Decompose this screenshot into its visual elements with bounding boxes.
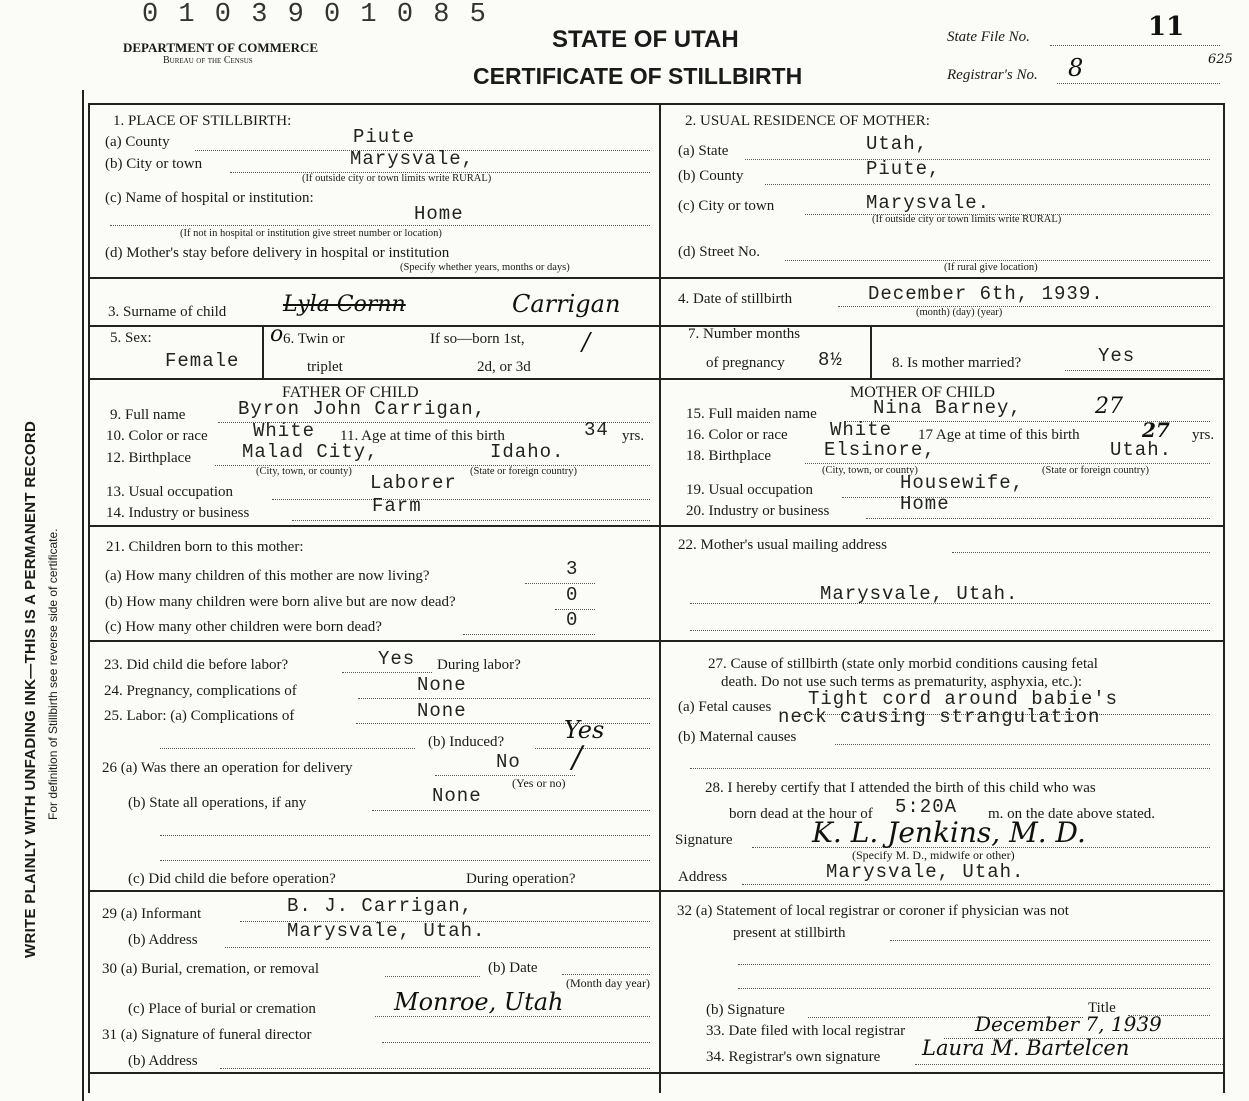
s32-line-3 [738, 988, 1210, 989]
funeral-director-address-line [220, 1068, 650, 1069]
q25b-line [535, 748, 650, 749]
stillbirth-date-value: December 6th, 1939. [868, 283, 1104, 305]
filed-date-label: 33. Date filed with local registrar [706, 1023, 906, 1039]
stillbirth-date-note: (month) (day) (year) [916, 307, 1003, 318]
s1-hospital-note: (If not in hospital or institution give street number or location) [180, 228, 442, 239]
father-birth-note1: (City, town, or county) [256, 466, 352, 477]
s28-signature-value: K. L. Jenkins, M. D. [812, 816, 1086, 849]
mother-industry-label: 20. Industry or business [686, 503, 830, 519]
mother-age-unit: yrs. [1192, 427, 1215, 443]
s21-c-label: (c) How many other children were born dead? [105, 619, 382, 635]
s1-city-value: Marysvale, [350, 148, 475, 170]
s32-label-1: 32 (a) Statement of local registrar or coroner if physician was not [677, 903, 1069, 919]
q26b-line-3 [160, 860, 650, 861]
s1-county-value: Piute [353, 126, 416, 148]
sex-value: Female [165, 350, 240, 372]
s21-a-value: 3 [566, 558, 579, 580]
q25-line [356, 723, 650, 724]
q26b-line [372, 810, 650, 811]
father-age-label: 11. Age at time of this birth [340, 428, 505, 444]
q26c-during-label: During operation? [466, 871, 576, 887]
burial-date-line [562, 974, 650, 975]
filed-date-value: December 7, 1939 [975, 1012, 1162, 1036]
q26a-label: 26 (a) Was there an operation for delivery [102, 760, 353, 776]
sex-label: 5. Sex: [110, 330, 152, 346]
q25-label: 25. Labor: (a) Complications of [104, 708, 295, 724]
s2-city-note: (If outside city or town limits write RURAL) [872, 214, 1062, 225]
months-label-2: of pregnancy [706, 355, 785, 371]
q26c-label: (c) Did child die before operation? [128, 871, 336, 887]
q24-label: 24. Pregnancy, complications of [104, 683, 297, 699]
s22-line-3 [690, 630, 1210, 631]
rule-6 [88, 890, 1224, 892]
q26a-note: (Yes or no) [512, 776, 566, 790]
s21-b-label: (b) How many children were born alive but are now dead? [105, 594, 456, 610]
rule-1 [88, 277, 1224, 279]
burial-date-label: (b) Date [488, 960, 538, 976]
stillbirth-date-label: 4. Date of stillbirth [678, 291, 793, 307]
q23-label: 23. Did child die before labor? [104, 657, 289, 673]
s22-label: 22. Mother's usual mailing address [678, 537, 887, 553]
q26b-label: (b) State all operations, if any [128, 795, 307, 811]
s1-county-label: (a) County [105, 134, 170, 150]
s21-c-value: 0 [566, 609, 579, 631]
s27-maternal-line-2 [690, 768, 1210, 769]
q26a-mark: / [572, 740, 583, 775]
s1-city-label: (b) City or town [105, 156, 203, 172]
informant-address-value: Marysvale, Utah. [287, 920, 486, 942]
s32-signature-label: (b) Signature [706, 1002, 785, 1018]
s21-b-value: 0 [566, 584, 579, 606]
q24-line [358, 698, 650, 699]
father-birth-state: Idaho. [490, 441, 565, 463]
mother-occupation-label: 19. Usual occupation [686, 482, 814, 498]
rule-3 [88, 378, 1224, 380]
bureau-label: Bureau of the Census [163, 55, 253, 66]
mother-industry-value: Home [900, 493, 950, 515]
months-value: 8½ [818, 349, 843, 371]
mother-race-value: White [830, 419, 893, 441]
father-age-value: 34 [584, 419, 609, 441]
q26b-value: None [432, 785, 482, 807]
father-name-value: Byron John Carrigan, [238, 398, 487, 420]
mother-age-value: 27 [1142, 418, 1170, 442]
triplet-label: triplet [307, 359, 343, 375]
mother-industry-line [866, 518, 1210, 519]
burial-place-label: (c) Place of burial or cremation [128, 1001, 316, 1017]
registrar-no-value: 8 [1068, 54, 1084, 82]
surname-value: Carrigan [512, 290, 621, 318]
s27-maternal-label: (b) Maternal causes [678, 729, 797, 745]
s27-label-2: death. Do not use such terms as prematurity, asphyxia, etc.): [721, 674, 1083, 690]
s1-city-note: (If outside city or town limits write RURAL) [302, 173, 492, 184]
informant-value: B. J. Carrigan, [287, 895, 474, 917]
q23-line [342, 672, 432, 673]
s1-stay-note: (Specify whether years, months or days) [400, 262, 570, 273]
s28-line-1: 28. I hereby certify that I attended the birth of this child who was [705, 780, 1096, 796]
q24-value: None [417, 674, 467, 696]
funeral-director-address-label: (b) Address [128, 1053, 198, 1069]
frame-middle [659, 103, 661, 1093]
s28-line-2a: born dead at the hour of [729, 806, 873, 822]
twin-mark: o [270, 322, 284, 347]
father-race-label: 10. Color or race [106, 428, 208, 444]
s28-address-label: Address [678, 869, 728, 885]
mother-birthplace-label: 18. Birthplace [686, 448, 771, 464]
married-value: Yes [1098, 345, 1136, 367]
sex-divider [262, 325, 264, 378]
father-industry-value: Farm [372, 495, 422, 517]
mother-occupation-line [842, 497, 1210, 498]
state-file-value: 11 [1148, 12, 1185, 42]
mother-name-value: Nina Barney, [873, 397, 1022, 419]
informant-address-label: (b) Address [128, 932, 198, 948]
q25-line-2 [160, 748, 415, 749]
state-title: STATE OF UTAH [552, 26, 739, 53]
s32-line-2 [738, 964, 1210, 965]
funeral-director-label: 31 (a) Signature of funeral director [102, 1027, 312, 1043]
s2-county-value: Piute, [866, 158, 941, 180]
registrar-signature-line [915, 1064, 1223, 1065]
q26b-line-2 [160, 835, 650, 836]
mother-title: MOTHER OF CHILD [850, 384, 995, 401]
registrar-no-extra: 625 [1208, 52, 1233, 67]
informant-address-line [225, 947, 650, 948]
s1-stay-label: (d) Mother's stay before delivery in hospital or institution [105, 245, 450, 261]
s27-fetal-value-1: Tight cord around babie's [808, 688, 1119, 710]
rule-4 [88, 525, 1224, 527]
s2-state-value: Utah, [866, 133, 929, 155]
state-file-label: State File No. [947, 29, 1030, 45]
rule-bottom [88, 1072, 1224, 1074]
months-divider [870, 325, 872, 378]
order-mark: / [582, 328, 591, 356]
s28-address-value: Marysvale, Utah. [826, 861, 1025, 883]
s2-state-label: (a) State [678, 143, 729, 159]
burial-place-value: Monroe, Utah [394, 988, 564, 1016]
frame-top [88, 103, 1224, 105]
father-birthplace-label: 12. Birthplace [106, 450, 191, 466]
married-label: 8. Is mother married? [892, 355, 1022, 371]
s2-street-line [785, 260, 1210, 261]
burial-place-line [375, 1016, 650, 1017]
burial-date-note: (Month day year) [566, 976, 650, 990]
s2-county-label: (b) County [678, 168, 744, 184]
months-label-1: 7. Number months [688, 326, 801, 342]
registrar-signature-label: 34. Registrar's own signature [706, 1049, 881, 1065]
s2-city-value: Marysvale. [866, 192, 991, 214]
father-title: FATHER OF CHILD [282, 384, 419, 401]
serial-number: 0 1 0 3 9 0 1 0 8 5 [142, 0, 488, 30]
s1-title: 1. PLACE OF STILLBIRTH: [113, 113, 292, 129]
q23-during-label: During labor? [437, 657, 521, 673]
married-line [1065, 370, 1210, 371]
surname-label: 3. Surname of child [108, 304, 227, 320]
s2-title: 2. USUAL RESIDENCE OF MOTHER: [685, 113, 930, 129]
registrar-no-label: Registrar's No. [947, 67, 1038, 83]
father-occupation-label: 13. Usual occupation [106, 484, 234, 500]
father-industry-line [292, 520, 650, 521]
s28-hour-value: 5:20A [895, 796, 958, 818]
mother-age-label: 17 Age at time of this birth [918, 427, 1080, 443]
s28-signature-note: (Specify M. D., midwife or other) [852, 848, 1015, 862]
s21-c-line [463, 634, 595, 635]
s28-address-line [742, 884, 1210, 885]
s21-title: 21. Children born to this mother: [106, 539, 304, 555]
father-birth-city: Malad City, [242, 441, 379, 463]
s2-state-line [745, 159, 1210, 160]
s32-line-1 [890, 940, 1210, 941]
q25b-value: Yes [564, 716, 605, 744]
mother-birth-note1: (City, town, or county) [822, 465, 918, 476]
s22-value: Marysvale, Utah. [820, 583, 1019, 605]
certificate-title: CERTIFICATE OF STILLBIRTH [473, 63, 803, 89]
mother-occupation-value: Housewife, [900, 472, 1025, 494]
twin-label: 6. Twin or [283, 331, 345, 347]
funeral-director-line [382, 1042, 650, 1043]
state-file-line [1050, 45, 1220, 46]
order-label: 2d, or 3d [477, 359, 531, 375]
mother-name-extra: 27 [1095, 394, 1123, 419]
father-race-value: White [253, 420, 316, 442]
stillbirth-date-line [838, 306, 1210, 307]
s21-a-label: (a) How many children of this mother are now living? [105, 568, 430, 584]
father-occupation-line [272, 499, 650, 500]
mother-birth-note2: (State or foreign country) [1042, 465, 1150, 476]
side-instruction: WRITE PLAINLY WITH UNFADING INK—THIS IS A PERMANENT RECORD [22, 420, 39, 958]
s21-a-line [525, 583, 595, 584]
informant-label: 29 (a) Informant [102, 906, 202, 922]
burial-line [385, 976, 480, 977]
father-age-unit: yrs. [622, 428, 645, 444]
s2-street-label: (d) Street No. [678, 244, 761, 260]
frame-right [1223, 103, 1225, 1093]
q23-value: Yes [378, 648, 416, 670]
registrar-signature-value: Laura M. Bartelcen [922, 1036, 1130, 1060]
ifso-label: If so—born 1st, [430, 331, 525, 347]
mother-name-label: 15. Full maiden name [686, 406, 817, 422]
department-label: DEPARTMENT OF COMMERCE [123, 40, 319, 55]
s27-maternal-line [835, 744, 1210, 745]
s1-hospital-label: (c) Name of hospital or institution: [105, 190, 314, 206]
father-industry-label: 14. Industry or business [106, 505, 250, 521]
rule-5 [88, 640, 1224, 642]
s28-signature-label: Signature [675, 832, 733, 848]
mother-birth-state: Utah. [1110, 439, 1173, 461]
s2-city-label: (c) City or town [678, 198, 775, 214]
surname-struck: Lyla Cornn [283, 292, 406, 317]
s1-hospital-value: Home [414, 203, 464, 225]
side-rule [82, 90, 84, 1101]
mother-birthplace-line [805, 463, 1210, 464]
s27-fetal-label: (a) Fetal causes [678, 699, 772, 715]
father-name-label: 9. Full name [110, 407, 186, 423]
s28-line-2b: m. on the date above stated. [988, 806, 1156, 822]
mother-race-label: 16. Color or race [686, 427, 788, 443]
mother-birth-city: Elsinore, [824, 439, 936, 461]
father-occupation-value: Laborer [370, 472, 457, 494]
q25b-label: (b) Induced? [428, 734, 505, 750]
burial-label: 30 (a) Burial, cremation, or removal [102, 961, 320, 977]
s2-street-note: (If rural give location) [944, 262, 1038, 273]
s22-line-1 [952, 552, 1210, 553]
registrar-no-line [1057, 83, 1220, 84]
s27-fetal-value-2: neck causing strangulation [778, 706, 1101, 728]
s1-hospital-line [110, 225, 650, 226]
father-birth-note2: (State or foreign country) [470, 466, 578, 477]
q25-value: None [417, 700, 467, 722]
s2-county-line [765, 184, 1210, 185]
s27-label-1: 27. Cause of stillbirth (state only morbid conditions causing fetal [708, 656, 1098, 672]
frame-left [88, 103, 90, 1093]
s32-title-label: Title [1088, 1000, 1116, 1016]
s32-label-2: present at stillbirth [733, 925, 846, 941]
rule-2 [88, 325, 1224, 327]
q26a-value: No [496, 751, 521, 773]
side-instruction-sub: For definition of Stillbirth see reverse side of certificate. [46, 528, 60, 820]
